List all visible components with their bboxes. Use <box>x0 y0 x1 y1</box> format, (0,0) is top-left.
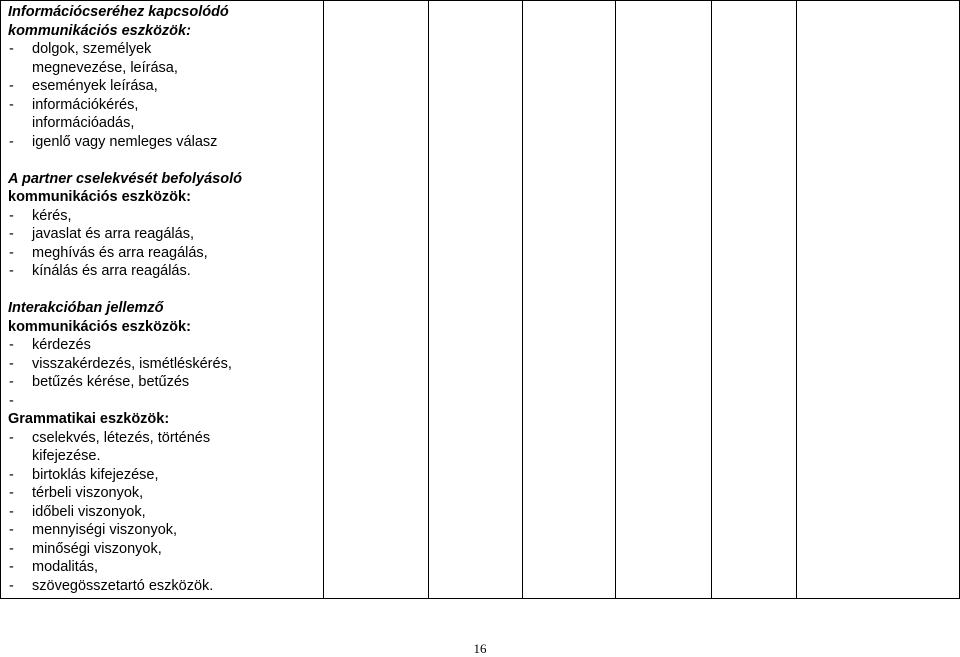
list-item: - javaslat és arra reagálás, <box>8 225 317 244</box>
list-item: - események leírása, <box>8 77 317 96</box>
section-title-line2: kommunikációs eszközök: <box>8 22 191 39</box>
list-item: - meghívás és arra reagálás, <box>8 244 317 263</box>
list-item: - kínálás és arra reagálás. <box>8 262 317 281</box>
empty-cell <box>523 1 616 599</box>
list-item: - kérdezés <box>8 336 317 355</box>
list-item: - cselekvés, létezés, történés kifejezése. <box>8 429 317 466</box>
list-item: - térbeli viszonyok, <box>8 484 317 503</box>
list-item <box>8 392 317 411</box>
item-list <box>8 207 317 281</box>
empty-cell <box>712 1 797 599</box>
list-item: - minőségi viszonyok, <box>8 540 317 559</box>
section-title: Interakcióban jellemző <box>8 300 164 316</box>
section-subtitle: kommunikációs eszközök: <box>8 189 191 205</box>
list-item: - visszakérdezés, ismétléskérés, <box>8 355 317 374</box>
section-information-exchange <box>8 3 317 151</box>
empty-cell <box>616 1 712 599</box>
empty-cell <box>797 1 960 599</box>
section-title: Információcseréhez kapcsolódó kommunikációs eszközök: <box>8 3 317 40</box>
list-item: - kérés, <box>8 207 317 226</box>
empty-cell <box>324 1 429 599</box>
table-row <box>1 1 960 599</box>
item-list <box>8 40 317 151</box>
section-interaction <box>8 299 317 410</box>
section-subtitle: Grammatikai eszközök: <box>8 411 170 427</box>
list-item: - információkérés, információadás, <box>8 96 317 133</box>
section-grammar <box>8 410 317 595</box>
section-subtitle: kommunikációs eszközök: <box>8 318 191 335</box>
page-number: 16 <box>473 641 487 656</box>
section-partner-influence <box>8 170 317 281</box>
empty-cell <box>429 1 523 599</box>
list-item: - birtoklás kifejezése, <box>8 466 317 485</box>
list-item: - betűzés kérése, betűzés <box>8 373 317 392</box>
list-item: - szövegösszetartó eszközök. <box>8 577 317 596</box>
item-list <box>8 429 317 596</box>
section-title: A partner cselekvését befolyásoló <box>8 170 242 187</box>
content-cell <box>1 1 324 599</box>
list-item: - időbeli viszonyok, <box>8 503 317 522</box>
list-item: - modalitás, <box>8 558 317 577</box>
list-item: - igenlő vagy nemleges válasz <box>8 133 317 152</box>
list-item: - dolgok, személyek megnevezése, leírása, <box>8 40 317 77</box>
item-list <box>8 336 317 410</box>
list-item: - mennyiségi viszonyok, <box>8 521 317 540</box>
